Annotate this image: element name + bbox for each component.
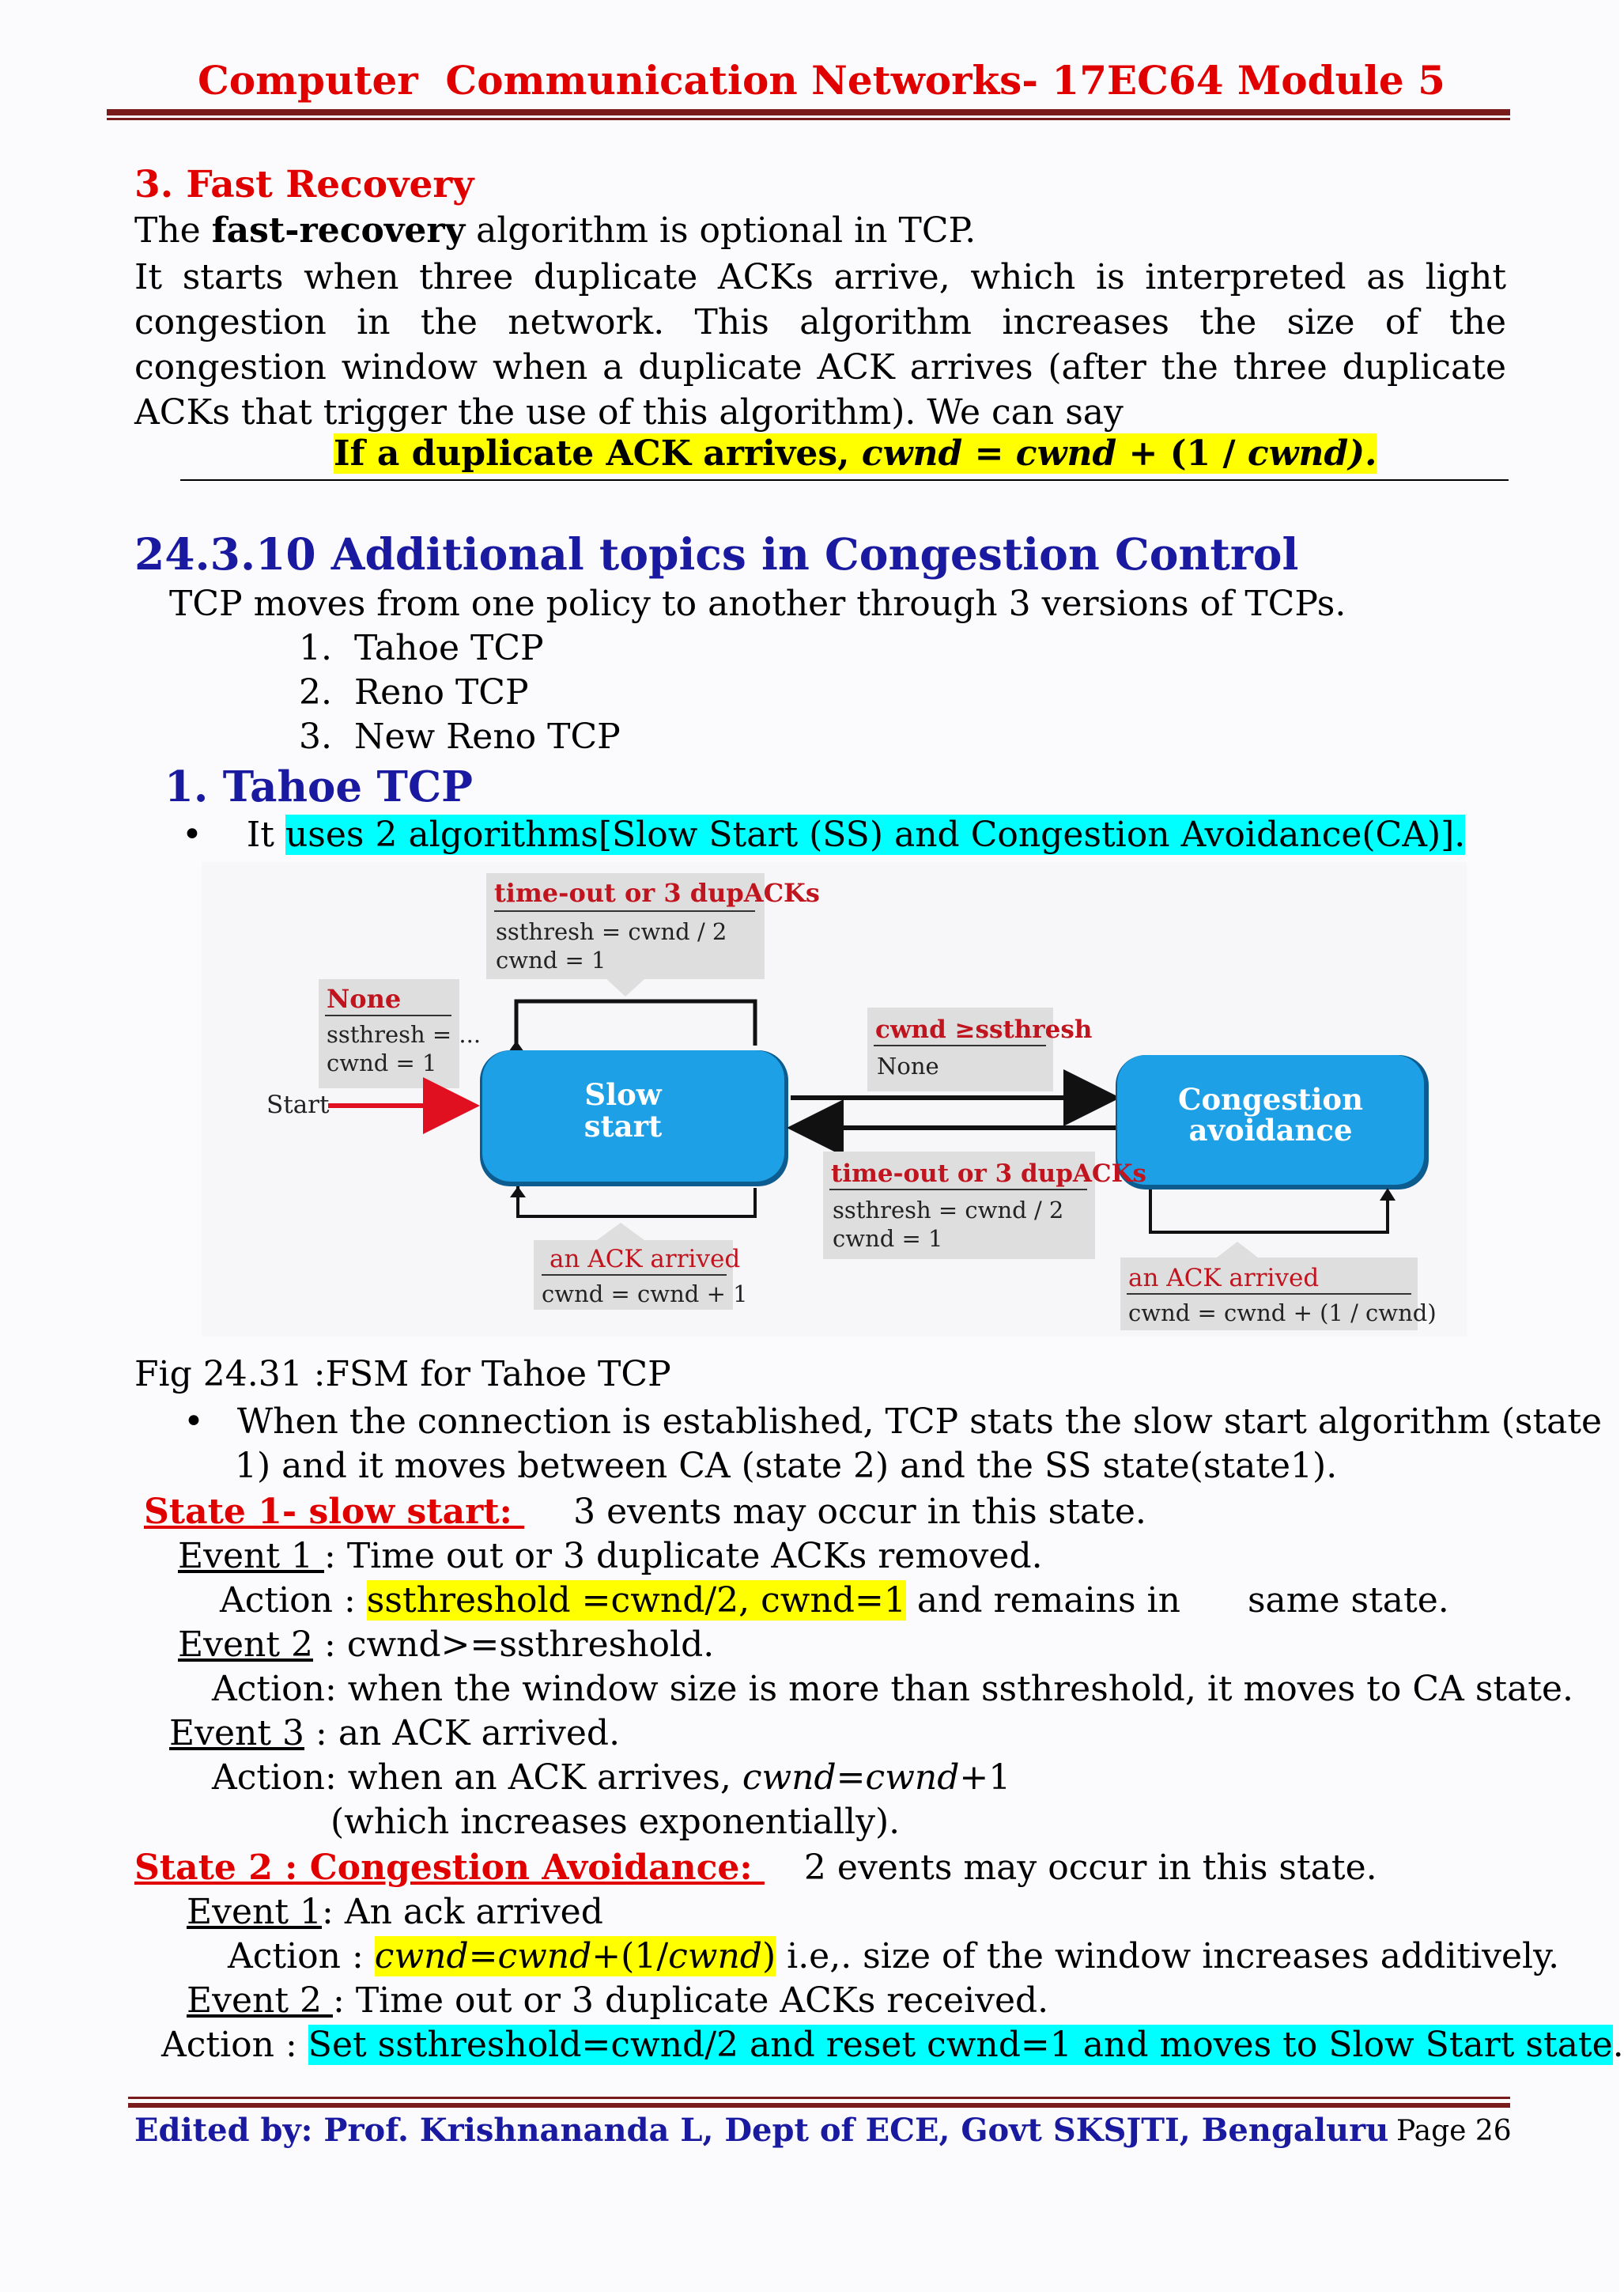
- fast-recovery-heading: 3. Fast Recovery: [134, 163, 474, 206]
- cwnd-box-line1: None: [877, 1053, 939, 1080]
- none-box-title: None: [327, 984, 402, 1014]
- page-header-title: Computer Communication Networks- 17EC64 Module 5: [198, 57, 1445, 104]
- state2-event2: Event 2 : Time out or 3 duplicate ACKs received.: [187, 1980, 1049, 2021]
- timeout-top-line2: cwnd = 1: [496, 947, 606, 974]
- section-intro: TCP moves from one policy to another through 3 versions of TCPs.: [169, 584, 1346, 624]
- state1-event2: Event 2 : cwnd>=ssthreshold.: [178, 1624, 715, 1665]
- state1-action1: Action : ssthreshold =cwnd/2, cwnd=1 and remains in same state.: [220, 1580, 1449, 1621]
- version-item-3: 3. New Reno TCP: [299, 717, 621, 757]
- footer-rule-thin: [128, 2097, 1510, 2099]
- state1-action3-note: (which increases exponentially).: [330, 1802, 901, 1842]
- ack-right-title: an ACK arrived: [1128, 1264, 1320, 1292]
- state2-row: State 2 : Congestion Avoidance: 2 events may occur in this state.: [134, 1848, 1377, 1888]
- figure-caption: Fig 24.31 :FSM for Tahoe TCP: [134, 1354, 671, 1394]
- tahoe-fsm-diagram: [202, 862, 1467, 1337]
- tahoe-heading: 1. Tahoe TCP: [164, 762, 474, 811]
- congestion-avoidance-state: [1116, 1055, 1429, 1189]
- state1-event1: Event 1 : Time out or 3 duplicate ACKs removed.: [178, 1536, 1043, 1576]
- tahoe-bullet: • It uses 2 algorithms[Slow Start (SS) and Congestion Avoidance(CA)].: [182, 815, 1466, 855]
- state1-action3: Action: when an ACK arrives, cwnd=cwnd+1: [212, 1757, 1011, 1798]
- ca-label-2: avoidance: [1188, 1113, 1353, 1148]
- fsm-bullet-line1: • When the connection is established, TCP stats the slow start algorithm (state: [183, 1401, 1603, 1442]
- version-item-1: 1. Tahoe TCP: [299, 628, 544, 668]
- ack-right-line1: cwnd = cwnd + (1 / cwnd): [1128, 1299, 1437, 1326]
- fast-recovery-paragraph: It starts when three duplicate ACKs arrive, which is interpreted as light congestion in the network. This algorithm increases the size of the congestion window when a duplicate ACK arrives (after the three duplicate ACKs that trigger the use of this algorithm). We can say: [134, 257, 1506, 433]
- none-label-box: [319, 979, 481, 1088]
- state1-event3: Event 3 : an ACK arrived.: [169, 1713, 621, 1753]
- state2-action2: Action : Set ssthreshold=cwnd/2 and reset cwnd=1 and moves to Slow Start state.: [161, 2025, 1624, 2065]
- state1-row: State 1- slow start: 3 events may occur in this state.: [144, 1492, 1146, 1532]
- timeout-mid-title: time-out or 3 dupACKs: [831, 1159, 1146, 1188]
- state2-heading: State 2 : Congestion Avoidance:: [134, 1848, 765, 1888]
- timeout-mid-line2: cwnd = 1: [833, 1225, 943, 1252]
- fast-recovery-intro: The fast-recovery algorithm is optional in TCP.: [134, 210, 976, 251]
- section-heading: 24.3.10 Additional topics in Congestion Control: [134, 528, 1299, 580]
- state2-event1: Event 1: An ack arrived: [187, 1892, 603, 1932]
- footer-rule-thick: [128, 2103, 1510, 2108]
- header-rule-thick: [107, 109, 1510, 115]
- state1-action2: Action: when the window size is more than ssthreshold, it moves to CA state.: [212, 1669, 1574, 1709]
- ca-label-1: Congestion: [1178, 1082, 1363, 1117]
- fsm-bullet-line2: 1) and it moves between CA (state 2) and the SS state(state1).: [235, 1446, 1338, 1486]
- cwnd-box-title: cwnd ≥ssthresh: [875, 1016, 1093, 1044]
- start-label: Start: [266, 1091, 330, 1119]
- slow-start-label-2: start: [584, 1109, 663, 1144]
- ack-left-line1: cwnd = cwnd + 1: [542, 1280, 748, 1307]
- timeout-mid-line1: ssthresh = cwnd / 2: [833, 1197, 1064, 1224]
- timeout-top-title: time-out or 3 dupACKs: [494, 878, 820, 908]
- state1-heading: State 1- slow start:: [144, 1492, 525, 1532]
- slow-start-state: [480, 1050, 788, 1186]
- slow-start-label-1: Slow: [584, 1077, 662, 1112]
- timeout-top-line1: ssthresh = cwnd / 2: [496, 918, 727, 945]
- state2-action1: Action : cwnd=cwnd+(1/cwnd) i.e,. size of the window increases additively.: [228, 1936, 1560, 1976]
- ack-left-title: an ACK arrived: [550, 1245, 741, 1273]
- footer-page-number: Page 26: [1396, 2115, 1512, 2147]
- formula-underline: [180, 479, 1509, 481]
- footer-editor: Edited by: Prof. Krishnananda L, Dept of ECE, Govt SKSJTI, Bengaluru: [134, 2112, 1389, 2149]
- version-item-2: 2. Reno TCP: [299, 672, 529, 713]
- none-box-line1: ssthresh = ...: [327, 1021, 482, 1048]
- none-box-line2: cwnd = 1: [327, 1050, 437, 1076]
- fast-recovery-formula: If a duplicate ACK arrives, cwnd = cwnd + (1 / cwnd).: [334, 433, 1377, 474]
- header-rule-thin: [107, 118, 1510, 120]
